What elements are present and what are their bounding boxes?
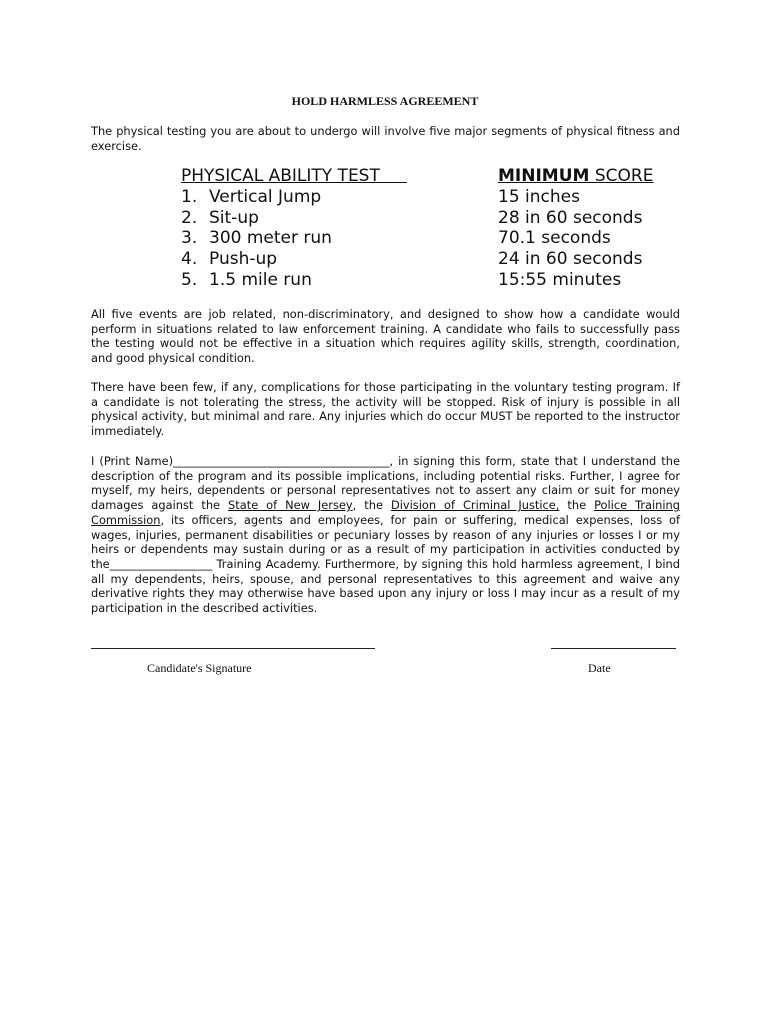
document-title: HOLD HARMLESS AGREEMENT [291,94,479,108]
intro-paragraph: The physical testing you are about to undergo will involve five major segments of physical fitness and exercise. [91,124,680,153]
score-row: 15:55 minutes [498,269,622,290]
score-row: 28 in 60 seconds [498,207,643,228]
division-of-criminal-justice-text: Division of Criminal Justice, [390,498,560,513]
state-of-new-jersey-text: State of New Jersey [228,498,353,513]
score-row: 70.1 seconds [498,228,611,249]
test-row: 2. Sit-up [181,207,259,228]
score-row: 24 in 60 seconds [498,249,643,270]
police-training-commission-text: Police Training Commission [91,498,681,527]
date-line [551,648,676,649]
signature-line [91,648,375,649]
test-row: 1. Vertical Jump [181,186,322,207]
job-related-paragraph: All five events are job related, non-discriminatory, and designed to show how a candidate would perform in situations related to law enforcement training. A candidate who fails to successfully pass the testing would not be effective in a situation which requires agility skills, strength, coordination, and good physical condition. [91,307,680,366]
release-paragraph: I (Print Name)______________________________________, in signing this form, state that I understand the description of the program and its possible implications, including potential risks. Further, I agree for myself, my heirs, dependents or personal representatives not to assert any claim or suit for money damages against the State of New Jersey, the Division of Criminal Justice, the Police Training Commission, its officers, agents and employees, for pain or suffering, medical expenses, loss of wages, injuries, permanent disabilities or pecuniary losses by reason of any injuries or losses I or my heirs or dependents may sustain during or as a result of my participation in activities conducted by the__________________ Training Academy. Furthermore, by signing this hold harmless agreement, I bind all my dependents, heirs, spouse, and personal representatives to this agreement and waive any derivative rights they may otherwise have based upon any injury or loss I may incur as a result of my participation in the described activities. [91,454,681,616]
test-row: 5. 1.5 mile run [181,269,312,290]
complications-paragraph: There have been few, if any, complications for those participating in the voluntary testing program. If a candidate is not tolerating the stress, the activity will be stopped. Risk of injury is possible in all physical activity, but minimal and rare. Any injuries which do occur MUST be reported to the instructor immediately. [91,380,680,439]
signature-label: Candidate's Signature [147,661,252,675]
date-label: Date [588,661,611,675]
test-column-header: PHYSICAL ABILITY TEST [181,166,380,186]
physical-ability-test-column [181,166,461,291]
minimum-score-column [498,166,698,291]
test-row: 4. Push-up [181,249,278,270]
score-column-header: MINIMUM SCORE [498,166,654,186]
test-row: 3. 300 meter run [181,228,332,249]
score-row: 15 inches [498,186,580,207]
